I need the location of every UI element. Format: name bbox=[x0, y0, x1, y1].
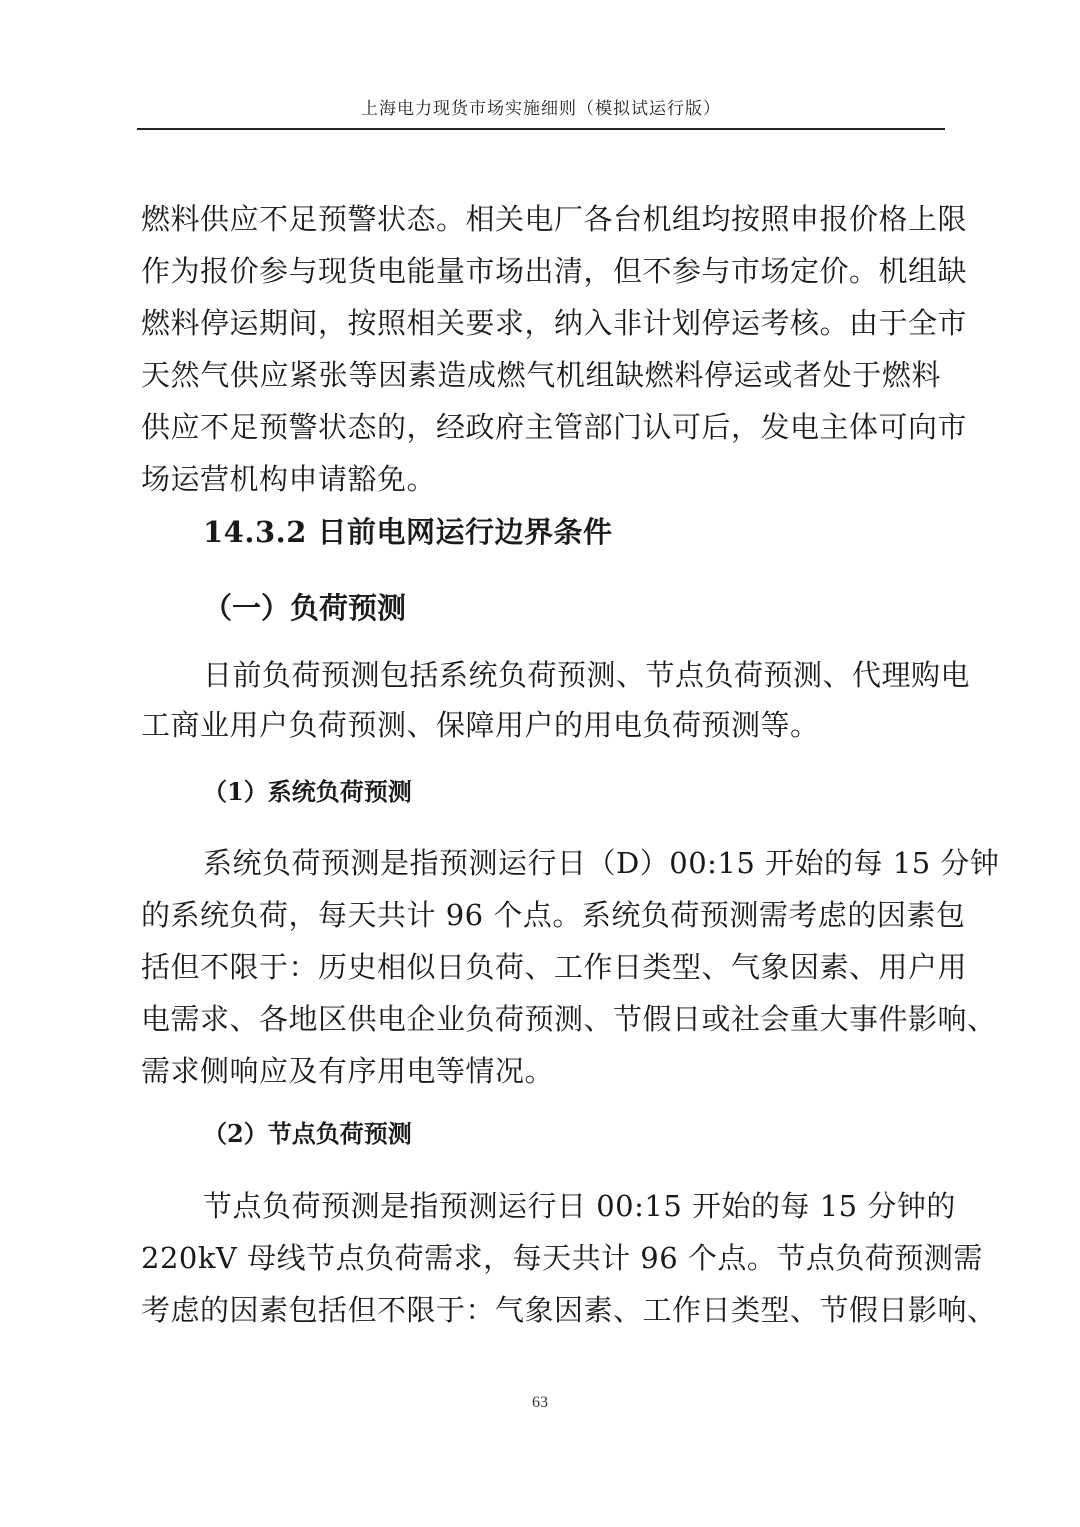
text-line: 天然气供应紧张等因素造成燃气机组缺燃料停运或者处于燃料 bbox=[141, 358, 941, 392]
text-line: 工商业用户负荷预测、保障用户的用电负荷预测等。 bbox=[141, 708, 820, 742]
section-heading: 14.3.2 日前电网运行边界条件 bbox=[203, 515, 613, 549]
text-line: 作为报价参与现货电能量市场出清，但不参与市场定价。机组缺 bbox=[141, 254, 968, 288]
item-heading-system-load: （1）系统负荷预测 bbox=[203, 777, 412, 806]
text-line: 括但不限于：历史相似日负荷、工作日类型、气象因素、用户用 bbox=[141, 950, 968, 984]
text-line: 节点负荷预测是指预测运行日 00:15 开始的每 15 分钟的 bbox=[203, 1189, 956, 1223]
header-divider bbox=[137, 128, 945, 130]
document-title: 上海电力现货市场实施细则（模拟试运行版） bbox=[361, 99, 721, 119]
text-line: 考虑的因素包括但不限于：气象因素、工作日类型、节假日影响、 bbox=[141, 1293, 997, 1327]
subsection-heading: （一）负荷预测 bbox=[203, 591, 407, 625]
text-line: 燃料停运期间，按照相关要求，纳入非计划停运考核。由于全市 bbox=[141, 306, 968, 340]
text-line: 场运营机构申请豁免。 bbox=[141, 462, 437, 496]
text-line: 需求侧响应及有序用电等情况。 bbox=[141, 1054, 555, 1088]
text-line: 电需求、各地区供电企业负荷预测、节假日或社会重大事件影响、 bbox=[141, 1002, 997, 1036]
text-line: 燃料供应不足预警状态。相关电厂各台机组均按照申报价格上限 bbox=[141, 202, 968, 236]
text-line: 的系统负荷，每天共计 96 个点。系统负荷预测需考虑的因素包 bbox=[141, 898, 966, 932]
text-line: 系统负荷预测是指预测运行日（D）00:15 开始的每 15 分钟 bbox=[203, 846, 1000, 880]
item-heading-node-load: （2）节点负荷预测 bbox=[203, 1119, 412, 1148]
text-line: 日前负荷预测包括系统负荷预测、节点负荷预测、代理购电 bbox=[203, 658, 971, 692]
text-line: 供应不足预警状态的，经政府主管部门认可后，发电主体可向市 bbox=[141, 410, 968, 444]
text-line: 220kV 母线节点负荷需求，每天共计 96 个点。节点负荷预测需 bbox=[141, 1241, 983, 1275]
page-number: 63 bbox=[532, 1394, 548, 1411]
